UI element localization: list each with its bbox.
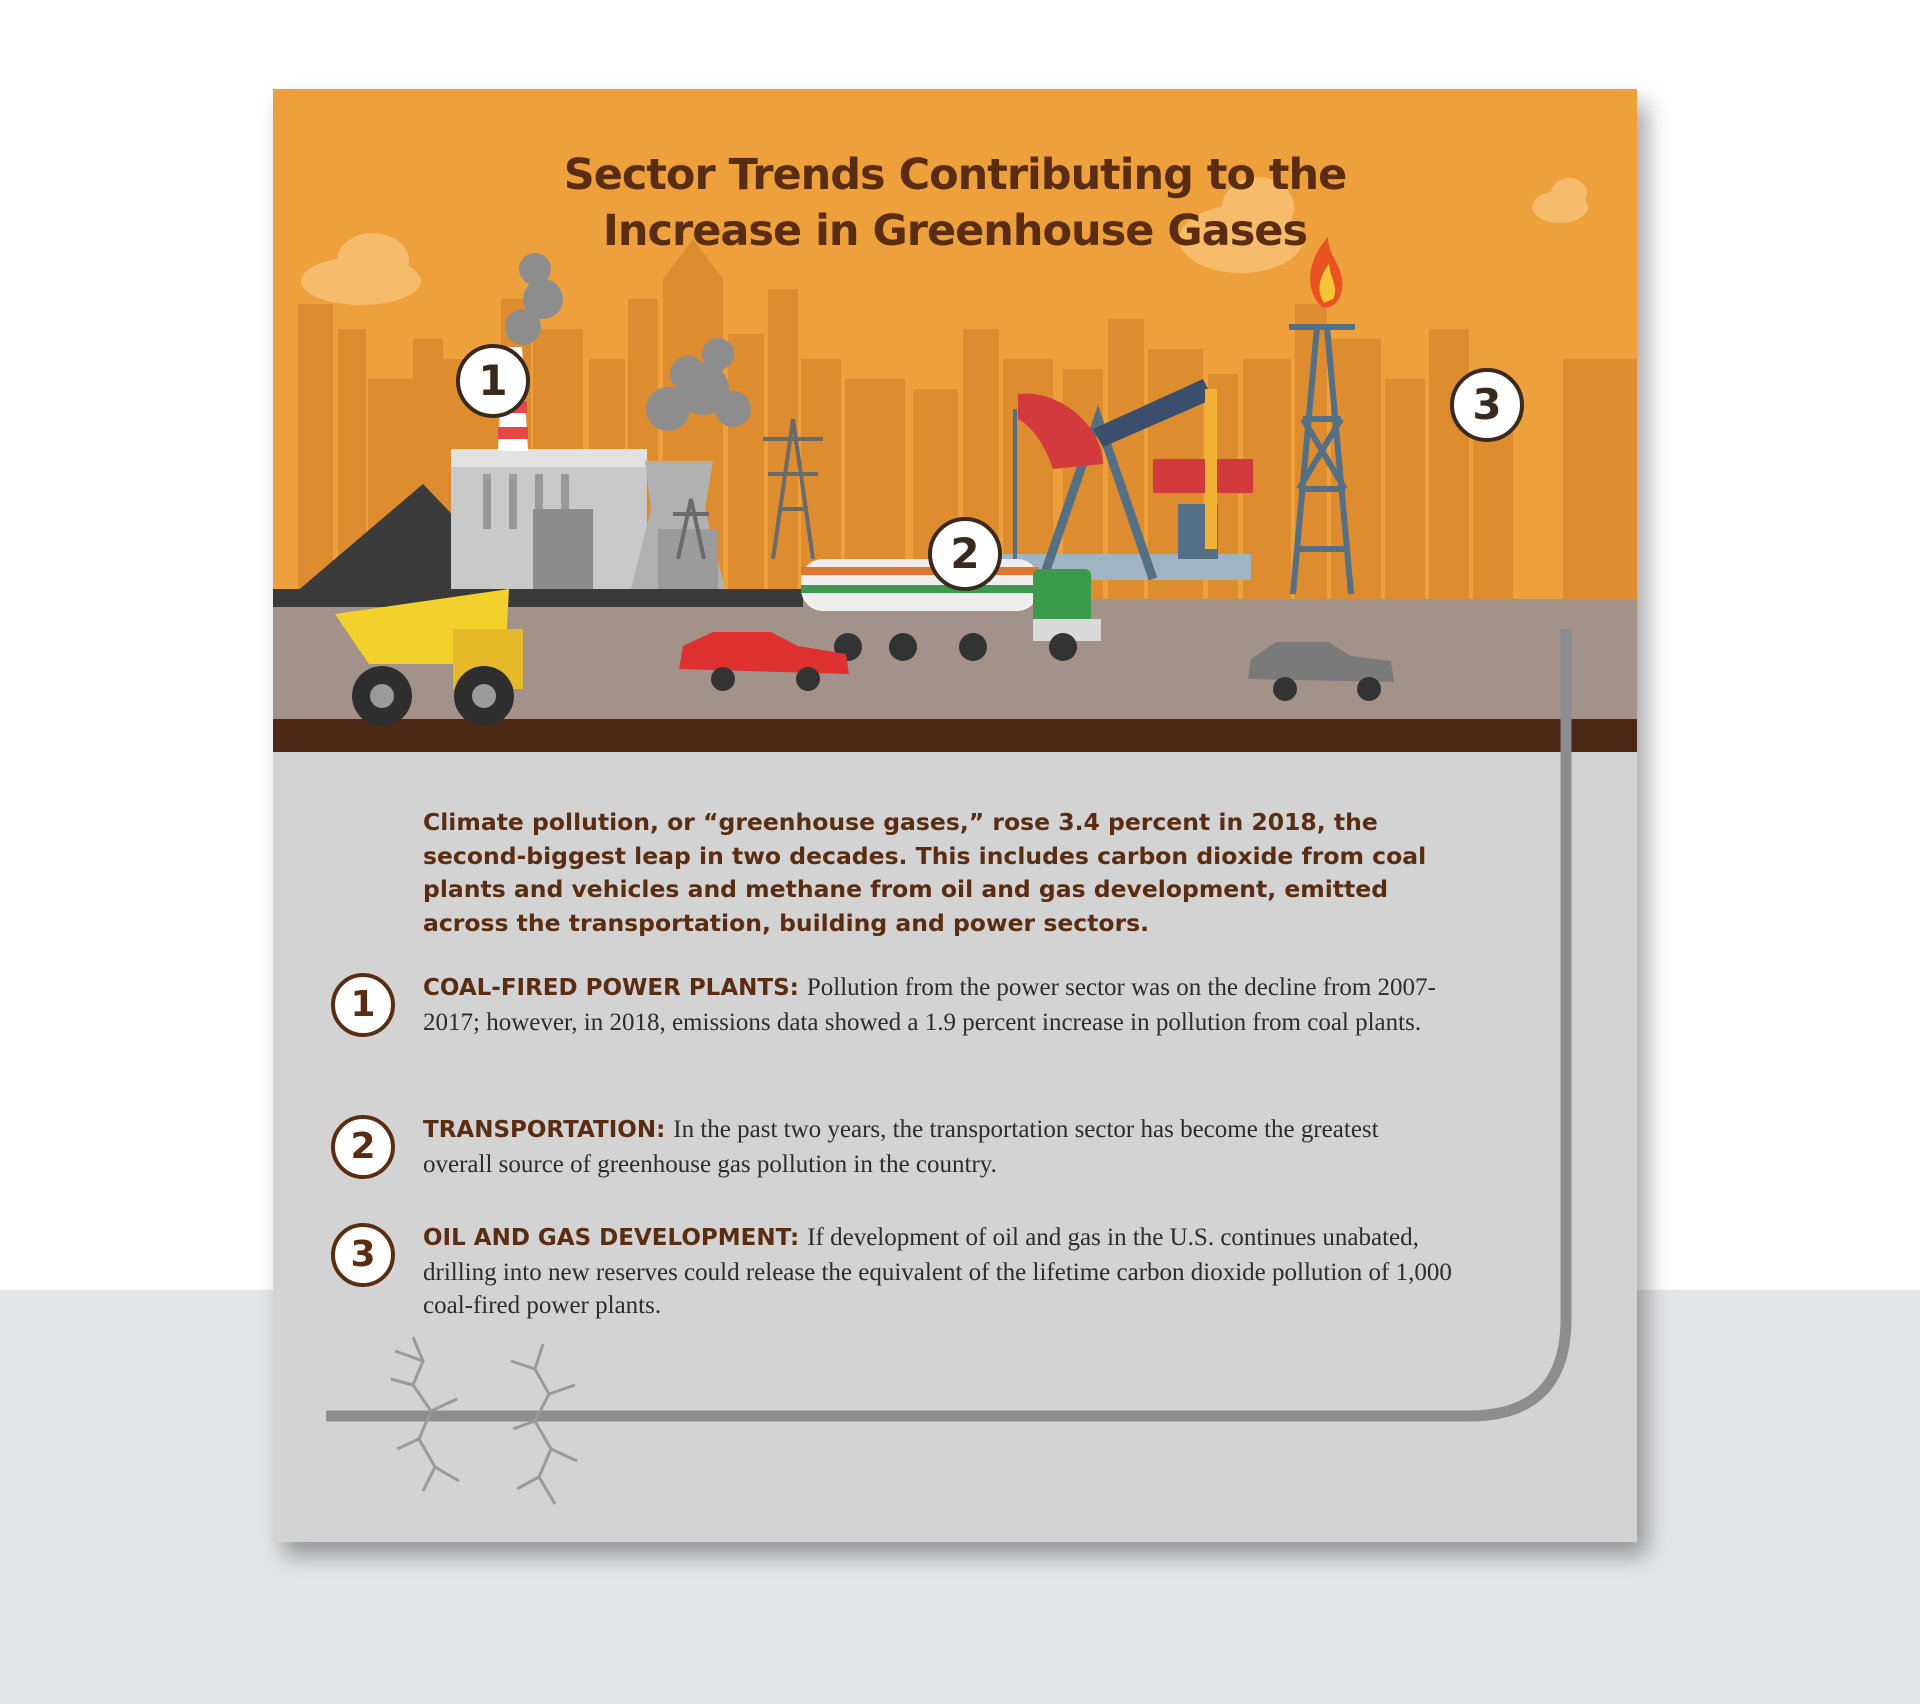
intro-paragraph: Climate pollution, or “greenhouse gases,” rose 3.4 percent in 2018, the second-biggest leap in two decades. This includes carbon dioxide from coal plants and vehicles and methane from oil and gas development, emitted across the transportation, building and power sectors. xyxy=(423,808,1427,937)
item-heading: OIL AND GAS DEVELOPMENT: xyxy=(423,1225,808,1251)
infographic-card xyxy=(273,89,1637,1542)
item-number-badge: 1 xyxy=(331,973,395,1037)
item-heading: COAL-FIRED POWER PLANTS: xyxy=(423,975,807,1001)
item-heading: TRANSPORTATION: xyxy=(423,1117,674,1143)
scene-marker-3: 3 xyxy=(1450,368,1524,442)
item-body xyxy=(423,971,1453,1039)
title-line-1: Sector Trends Contributing to the xyxy=(563,150,1347,200)
scene-marker-1: 1 xyxy=(456,344,530,418)
item-text: Pollution from the power sector was on the decline from 2007-2017; however, in 2018, emissions data showed a 1.9 percent increase in pollution from coal plants. xyxy=(423,974,1436,1036)
item-body xyxy=(423,1113,1453,1181)
scene-marker-2: 2 xyxy=(928,517,1002,591)
item-text: If development of oil and gas in the U.S. continues unabated, drilling into new reserves could release the equivalent of the lifetime carbon dioxide pollution of 1,000 coal-fired power plants. xyxy=(423,1224,1452,1319)
item-body xyxy=(423,1221,1453,1323)
title-line-2: Increase in Greenhouse Gases xyxy=(602,206,1308,256)
item-number-badge: 3 xyxy=(331,1223,395,1287)
item-number-badge: 2 xyxy=(331,1115,395,1179)
item-text: In the past two years, the transportation sector has become the greatest overall source of greenhouse gas pollution in the country. xyxy=(423,1116,1379,1178)
